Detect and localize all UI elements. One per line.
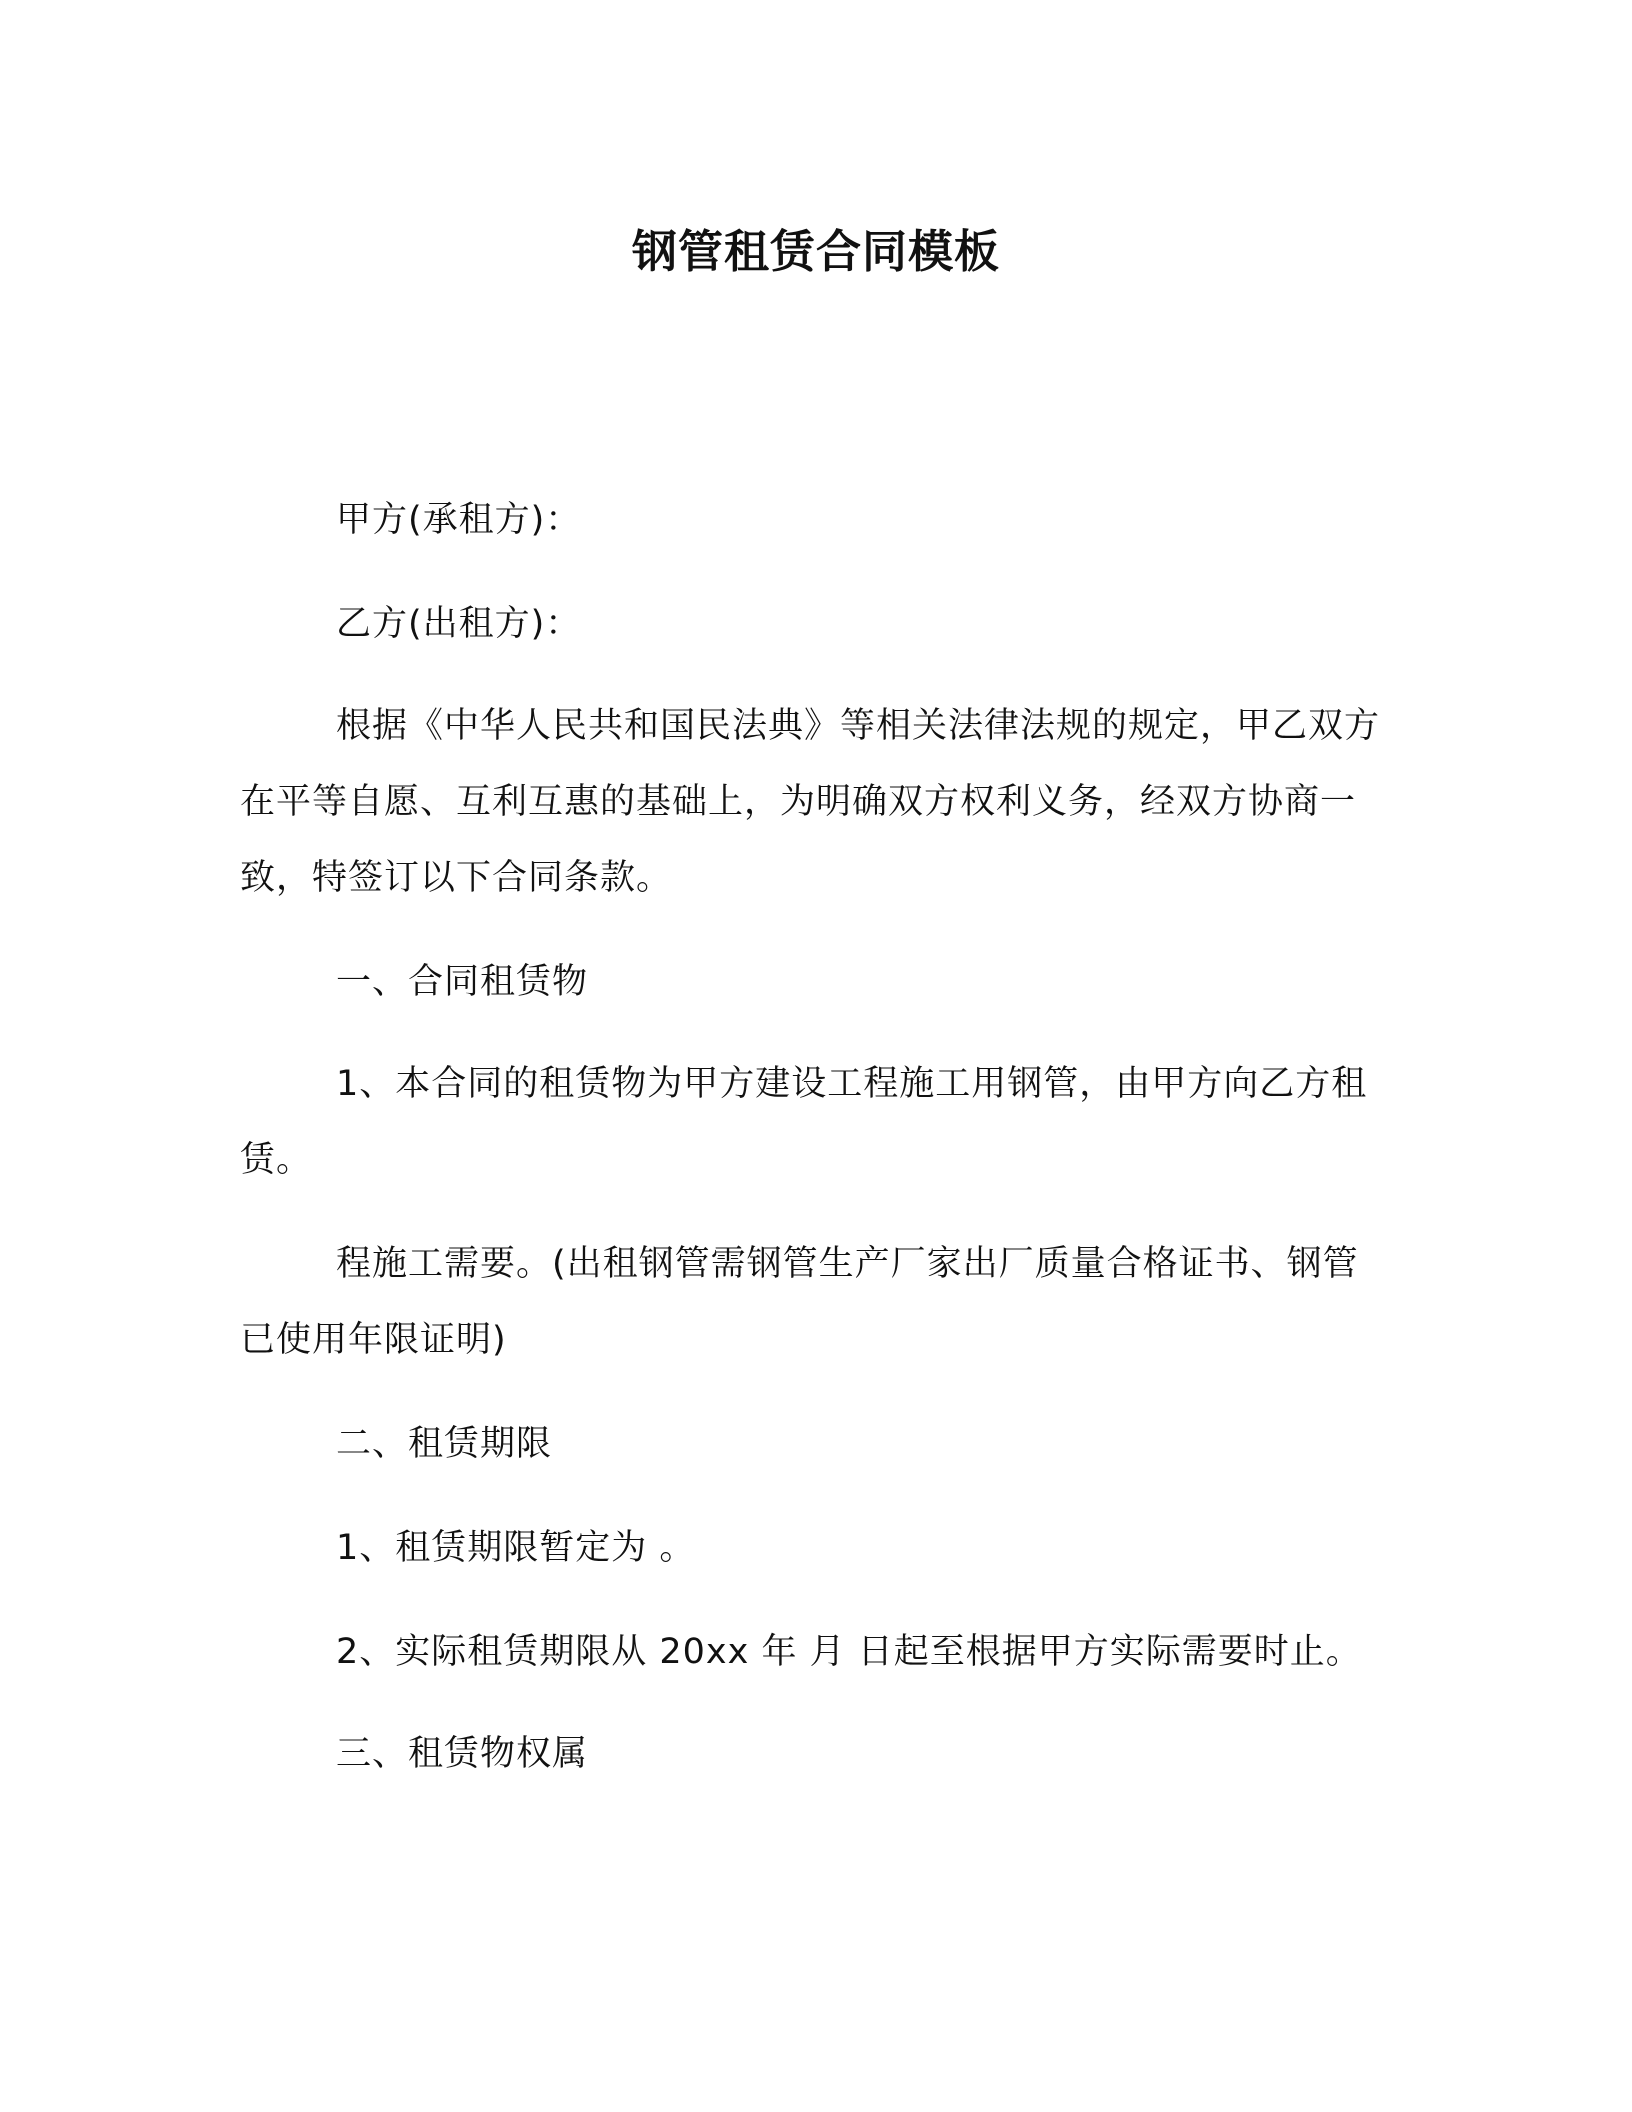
clause-2-2: 2、实际租赁期限从 20xx 年 月 日起至根据甲方实际需要时止。 [336, 1632, 1362, 1672]
preamble-paragraph: 根据《中华人民共和国民法典》等相关法律法规的规定，甲乙双方在平等自愿、互利互惠的基础上，为明确双方权利义务，经双方协商一致，特签订以下合同条款。 [240, 706, 1381, 898]
clause-2-1: 1、租赁期限暂定为 。 [336, 1528, 696, 1568]
party-b-line: 乙方(出租方)： [336, 604, 582, 644]
clause-1-1: 1、本合同的租赁物为甲方建设工程施工用钢管，由甲方向乙方租赁。 [240, 1064, 1368, 1180]
section-heading-2: 二、租赁期限 [336, 1424, 553, 1464]
document-title: 钢管租赁合同模板 [631, 225, 1000, 278]
clause-construction-note: 程施工需要。(出租钢管需钢管生产厂家出厂质量合格证书、钢管已使用年限证明) [240, 1244, 1359, 1360]
section-heading-3: 三、租赁物权属 [336, 1734, 589, 1774]
section-heading-1: 一、合同租赁物 [336, 962, 589, 1002]
party-a-line: 甲方(承租方)： [336, 500, 582, 540]
